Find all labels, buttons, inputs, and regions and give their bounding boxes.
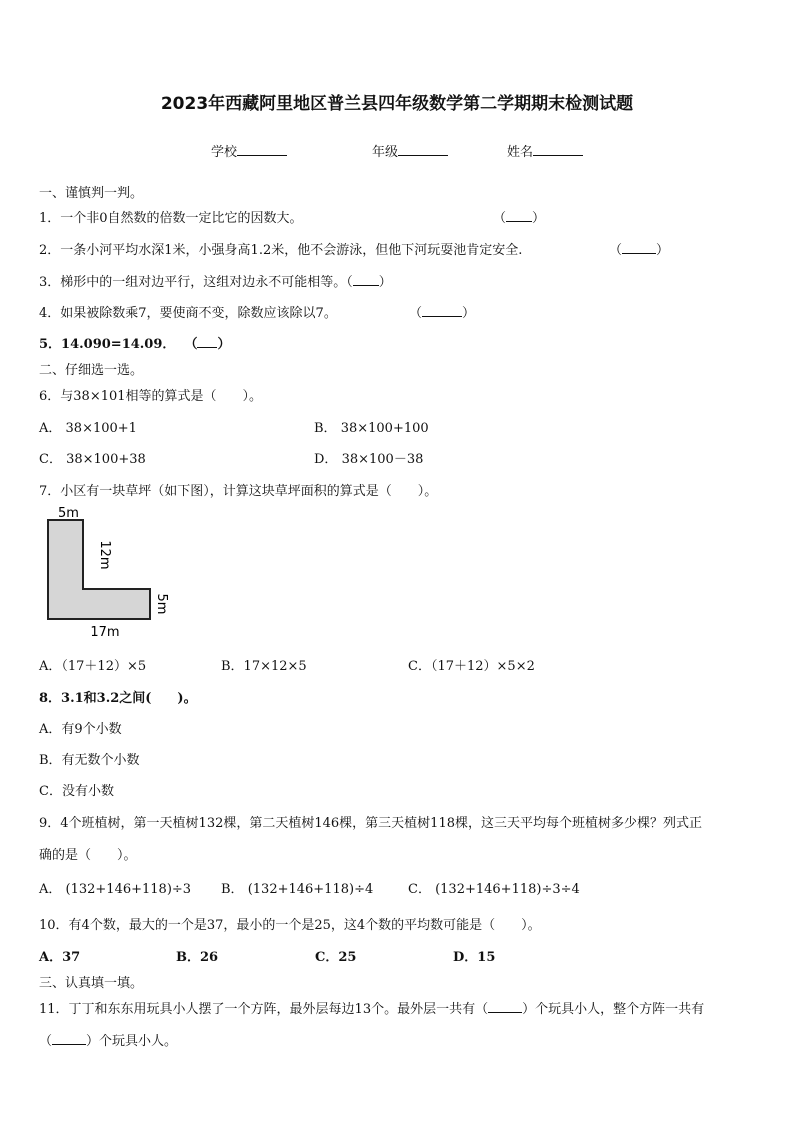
q1-paren-right: ） [532, 211, 546, 226]
question-1-answer[interactable] [493, 207, 545, 226]
q9-option-a[interactable] [39, 878, 191, 897]
q8-option-a[interactable]: A．有9个小数 [39, 722, 122, 737]
grade-field[interactable] [372, 141, 448, 160]
question-11-line-1 [39, 998, 704, 1017]
q11-part1: 11．丁丁和东东用玩具小人摆了一个方阵，最外层每边13个。最外层一共有（ [39, 1002, 489, 1017]
q7-option-c[interactable]: C．（17＋12）×5×2 [408, 659, 535, 674]
school-blank[interactable] [237, 143, 287, 156]
q4-paren-right: ） [462, 306, 476, 321]
section-choose: 二、仔细选一选。 [39, 363, 144, 378]
q3-paren-right: ） [378, 275, 392, 290]
q10-option-c[interactable]: C．25 [315, 950, 357, 965]
q6-option-b[interactable] [314, 417, 429, 436]
q6-option-c[interactable] [39, 448, 146, 467]
lawn-figure [40, 503, 180, 643]
q4-blank[interactable] [422, 304, 462, 317]
q2-blank[interactable] [622, 241, 656, 254]
school-label: 学校 [211, 145, 238, 160]
q6-c-text: 38×100+38 [66, 452, 146, 467]
q9-b-text: (132+146+118)÷4 [247, 882, 374, 897]
fig-label-side: 12m [97, 540, 112, 570]
q6-a-text: 38×100+1 [65, 421, 137, 436]
q11-part4: ）个玩具小人。 [86, 1034, 178, 1049]
q11-part3: （ [39, 1034, 53, 1049]
q7-option-a[interactable]: A．（17＋12）×5 [39, 659, 147, 674]
q6-option-d[interactable] [314, 448, 423, 467]
question-1: 1．一个非0自然数的倍数一定比它的因数大。 [39, 211, 303, 226]
question-9-line-1: 9．4个班植树，第一天植树132棵，第二天植树146棵，第三天植树118棵，这三天平均每个班植树多少棵？列式正 [39, 816, 702, 831]
school-field[interactable] [211, 141, 287, 160]
q11-blank-2[interactable] [52, 1032, 86, 1045]
q9-c-label: C． [408, 882, 431, 897]
q6-a-label: A． [39, 421, 62, 436]
q6-c-label: C． [39, 452, 62, 467]
question-2-answer[interactable] [609, 239, 669, 258]
question-6: 6．与38×101相等的算式是（ ）。 [39, 389, 263, 404]
question-5 [39, 333, 231, 352]
q3-blank[interactable] [353, 273, 379, 286]
q11-part2: ）个玩具小人，整个方阵一共有 [522, 1002, 705, 1017]
section-fill: 三、认真填一填。 [39, 976, 144, 991]
fig-label-right: 5m [154, 593, 169, 615]
question-11-line-2 [39, 1030, 177, 1049]
question-9-line-2: 确的是（ ）。 [39, 848, 137, 863]
q5-blank[interactable] [197, 335, 217, 348]
q9-a-label: A． [39, 882, 62, 897]
q10-option-a[interactable]: A．37 [39, 950, 81, 965]
question-2: 2．一条小河平均水深1米，小强身高1.2米，他不会游泳，但他下河玩耍池肯定安全. [39, 243, 523, 258]
q6-d-text: 38×100－38 [341, 452, 424, 467]
q9-b-label: B． [221, 882, 244, 897]
q6-option-a[interactable] [39, 417, 137, 436]
grade-label: 年级 [372, 145, 399, 160]
fig-label-top: 5m [58, 506, 79, 521]
q6-b-label: B． [314, 421, 337, 436]
question-10: 10．有4个数，最大的一个是37，最小的一个是25，这4个数的平均数可能是（ ）。 [39, 918, 541, 933]
question-8: 8．3.1和3.2之间( )。 [39, 691, 197, 706]
q10-option-d[interactable]: D．15 [453, 950, 496, 965]
q1-paren-left: （ [493, 211, 507, 226]
q6-d-label: D． [314, 452, 338, 467]
q9-c-text: (132+146+118)÷3÷4 [435, 882, 580, 897]
q9-option-b[interactable] [221, 878, 373, 897]
question-4: 4．如果被除数乘7，要使商不变，除数应该除以7。 [39, 306, 337, 321]
q10-option-b[interactable]: B．26 [176, 950, 219, 965]
grade-blank[interactable] [398, 143, 448, 156]
q3-text: 3．梯形中的一组对边平行，这组对边永不可能相等。（ [39, 275, 353, 290]
q8-option-b[interactable]: B．有无数个小数 [39, 753, 140, 768]
q8-option-c[interactable]: C．没有小数 [39, 784, 114, 799]
name-blank[interactable] [533, 143, 583, 156]
q9-a-text: (132+146+118)÷3 [65, 882, 192, 897]
page-title: 2023年西藏阿里地区普兰县四年级数学第二学期期末检测试题 [160, 94, 634, 114]
q1-blank[interactable] [506, 209, 532, 222]
q2-paren-right: ） [656, 243, 670, 258]
q2-paren-left: （ [609, 243, 623, 258]
section-judge: 一、谨慎判一判。 [39, 186, 144, 201]
q5-text: 5．14.090=14.09． [39, 337, 176, 352]
q6-b-text: 38×100+100 [340, 421, 429, 436]
fig-label-bottom: 17m [90, 625, 120, 640]
name-label: 姓名 [507, 145, 534, 160]
q9-option-c[interactable] [408, 878, 580, 897]
question-3 [39, 271, 392, 290]
question-7: 7．小区有一块草坪（如下图），计算这块草坪面积的算式是（ ）。 [39, 484, 438, 499]
q4-paren-left: （ [409, 306, 423, 321]
q5-paren-left: （ [184, 337, 198, 352]
q5-paren-right: ） [217, 337, 231, 352]
name-field[interactable] [507, 141, 583, 160]
q11-blank-1[interactable] [488, 1000, 522, 1013]
question-4-answer[interactable] [409, 302, 475, 321]
q7-option-b[interactable]: B．17×12×5 [221, 659, 307, 674]
